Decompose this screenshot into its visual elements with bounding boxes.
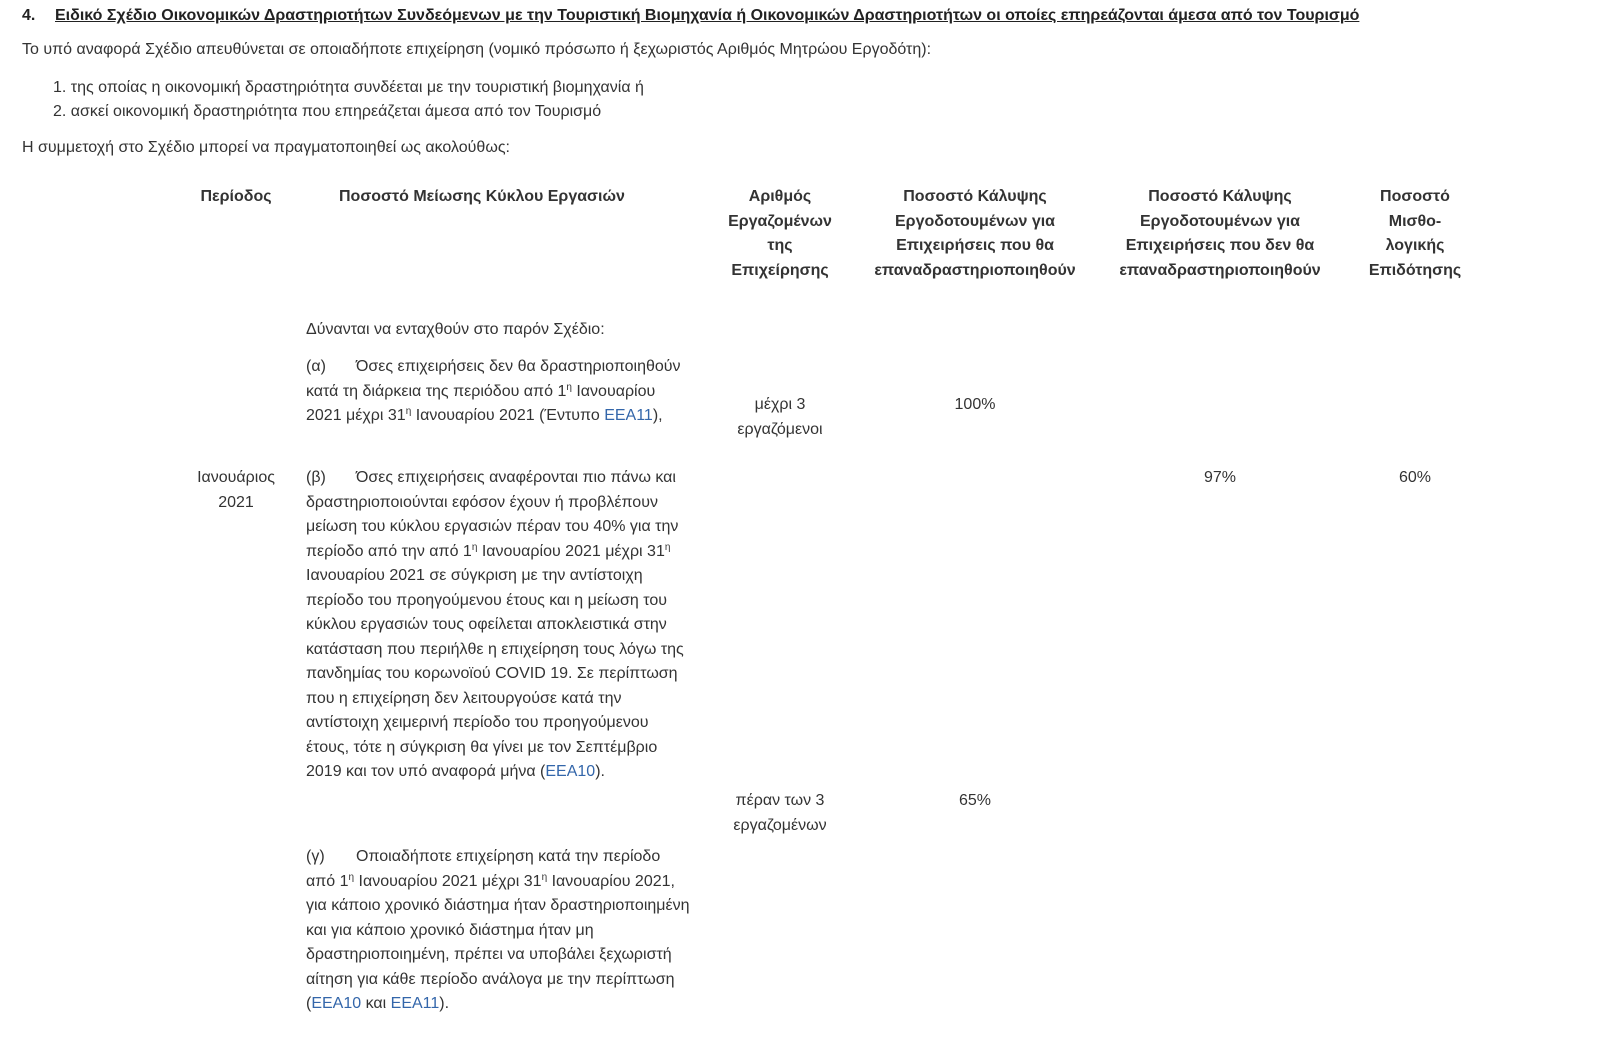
employees-cell-row1: μέχρι 3 εργαζόμενοι — [737, 396, 823, 438]
header-reduction: Ποσοστό Μείωσης Κύκλου Εργασιών — [339, 188, 625, 205]
intro-text: Το υπό αναφορά Σχέδιο απευθύνεται σε οποιαδήποτε επιχείρηση (νομικό πρόσωπο ή ξεχωριστός Αριθμός Μητρώου Εργοδότη): — [22, 41, 932, 58]
eea10-link[interactable]: ΕΕΑ10 — [545, 763, 596, 780]
coverage-cell-row1: 100% — [954, 396, 996, 413]
employees-cell-row2: πέραν των 3 εργαζομένων — [733, 792, 827, 834]
section-heading — [22, 4, 1359, 28]
section-number: 4. — [22, 7, 36, 24]
participation-text: Η συμμετοχή στο Σχέδιο μπορεί να πραγματοποιηθεί ως ακολούθως: — [22, 139, 510, 156]
header-employees: Αριθμός Εργαζομένων της Επιχείρησης — [728, 188, 832, 279]
section-title: Ειδικό Σχέδιο Οικονομικών Δραστηριοτήτων Συνδεόμενων με την Τουριστική Βιομηχανία ή Οικονομικών Δραστηριοτήτων οι οποίες επηρεάζονται άμεσα από τον Τουρισμό — [55, 7, 1360, 24]
eea11-link[interactable]: ΕΕΑ11 — [390, 995, 440, 1012]
coverage-not-reactivate-cell: 97% — [1203, 469, 1237, 486]
paragraph-a: (α) Όσες επιχειρήσεις δεν θα δραστηριοποιηθούν κατά τη διάρκεια της περιόδου από $1^\eta$ Ιανουαρίου 2021 μέχρι $31^\eta$ Ιανουαρίου 2021 (Έντυπο ΕΕΑ11), — [306, 358, 681, 424]
paragraph-b: (β) Όσες επιχειρήσεις αναφέρονται πιο πάνω και δραστηριοποιούνται εφόσον έχουν ή προβλέπουν μείωση του κύκλου εργασιών πέραν του 40% για την περίοδο από την από $1^\eta$ Ιανουαρίου 2021 μέχρι $31^\eta$ Ιανουαρίου 2021 σε σύγκριση με την αντίστοιχη περίοδο του προηγούμενου έτους και η μείωση του κύκλου εργασιών τους οφείλεται αποκλειστικά στην κατάσταση που περιήλθε η επιχείρηση τους λόγω της πανδημίας του κορωνοϊού COVID 19. Σε περίπτωση που η επιχείρηση δεν λειτουργούσε κατά την αντίστοιχη χειμερινή περίοδο του προηγούμενου έτους, τότε η σύγκριση θα γίνει με τον Σεπτέμβριο 2019 και τον υπό αναφορά μήνα (ΕΕΑ10). — [306, 469, 684, 780]
wage-subsidy-cell: 60% — [1398, 469, 1432, 486]
header-coverage-reactivate: Ποσοστό Κάλυψης Εργοδοτουμένων για Επιχειρήσεις που θα επαναδραστηριοποιηθούν — [874, 188, 1076, 279]
eea11-link[interactable]: ΕΕΑ11 — [604, 407, 653, 424]
eligible-intro: Δύνανται να ενταχθούν στο παρόν Σχέδιο: — [306, 321, 605, 338]
coverage-cell-row2: 65% — [958, 792, 992, 809]
paragraph-c: (γ) Οποιαδήποτε επιχείρηση κατά την περίοδο από $1^\eta$ Ιανουαρίου 2021 μέχρι $31^\eta$ Ιανουαρίου 2021, για κάποιο χρονικό διάστημα ήταν δραστηριοποιημένη και για κάποιο χρονικό διάστημα ήταν μη δραστηριοποιημένη, πρέπει να υποβάλει ξεχωριστή αίτηση για κάθε περίοδο ανάλογα με την περίπτωση (ΕΕΑ10 και ΕΕΑ11). — [306, 848, 690, 1012]
period-cell: Ιανουάριος 2021 — [197, 469, 275, 511]
list-item: 2. ασκεί οικονομική δραστηριότητα που επηρεάζεται άμεσα από τον Τουρισμό — [53, 103, 602, 120]
eea10-link[interactable]: ΕΕΑ10 — [311, 995, 362, 1012]
header-period: Περίοδος — [200, 188, 272, 205]
header-wage-subsidy: Ποσοστό Μισθο- λογικής Επιδότησης — [1368, 188, 1462, 279]
list-item: 1. της οποίας η οικονομική δραστηριότητα συνδέεται με την τουριστική βιομηχανία ή — [53, 79, 644, 96]
header-coverage-not-reactivate: Ποσοστό Κάλυψης Εργοδοτουμένων για Επιχειρήσεις που δεν θα επαναδραστηριοποιηθούν — [1119, 188, 1321, 279]
